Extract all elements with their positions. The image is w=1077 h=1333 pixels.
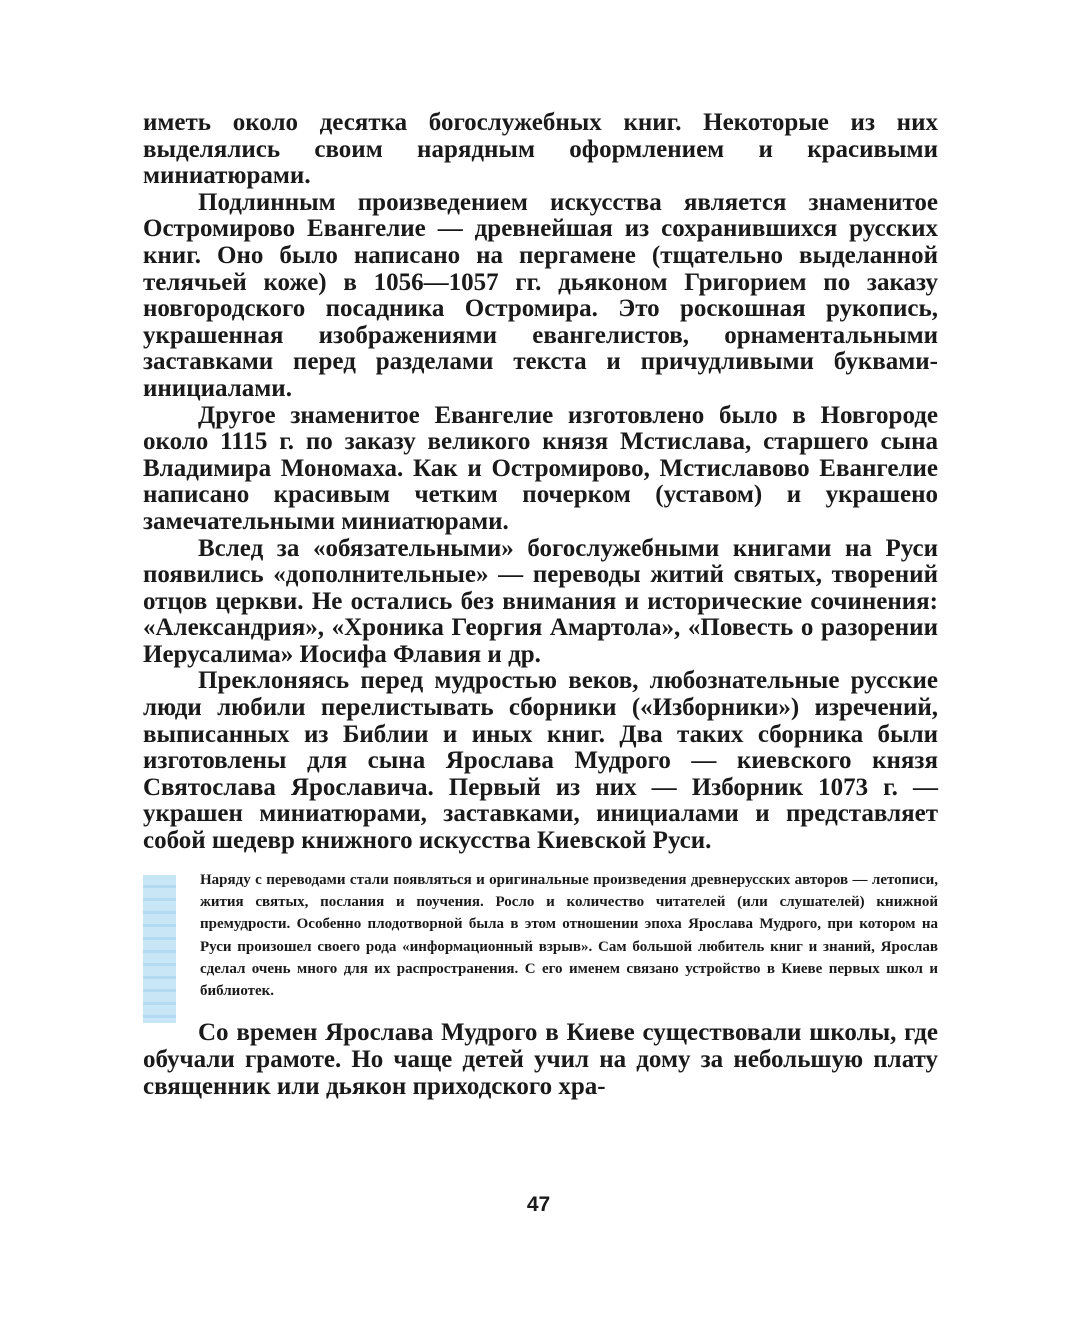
paragraph-schools: Со времен Ярослава Мудрого в Киеве существовали школы, где обучали грамоте. Но чаще детей учил на дому за небольшую плату священник или дьякон приходского хра- — [143, 1019, 938, 1100]
paragraph-2-lead: Подлинным произведением искусства является знаменитое — [198, 188, 938, 216]
page-number: 47 — [526, 1193, 551, 1216]
sidebar-note-text: Наряду с переводами стали появляться и оригинальные произведения древнерусских авторов — летописи, жития святых, послания и поучения. Росло и количество читателей (или слушателей) книжной премудрости. Особенно плодотворной была в этом отношении эпоха Ярослава Мудрого, при котором на Руси произошел своего рода «информационный взрыв». Сам большой любитель книг и знаний, Ярослав сделал очень много для их распространения. С его именем связано устройство в Киеве первых школ и библиотек. — [200, 871, 938, 1000]
paragraph-izborniki: Преклоняясь перед мудростью веков, любознательные русские люди любили перелистывать сборники («Изборники») изречений, выписанных из Библии и иных книг. Два таких сборника были изготовлены для сына Ярослава Мудрого — киевского князя Святослава Ярославича. Первый из них — Изборник 1073 г. — украшен миниатюрами, заставками, инициалами и представляет собой шедевр книжного искусства Киевской Руси. — [143, 667, 938, 855]
page-body — [143, 110, 938, 1100]
term-ostromir-gospel: Остромирово Евангелие — [143, 215, 426, 243]
sidebar-note-marker — [143, 875, 176, 1023]
paragraph-1: иметь около десятка богослужебных книг. Некоторые из них выделялись своим нарядным оформлением и красивыми миниатюрами. — [143, 109, 938, 190]
paragraph-mstislav-gospel: Другое знаменитое Евангелие изготовлено было в Новгороде около 1115 г. по заказу великого князя Мстислава, старшего сына Владимира Мономаха. Как и Остромирово, Мстиславово Евангелие написано красивым четким почерком (уставом) и украшено замечательными миниатюрами. — [143, 401, 938, 535]
paragraph-ostromir-gospel — [143, 190, 938, 403]
paragraph-additional-books: Вслед за «обязательными» богослужебными книгами на Руси появились «дополнительные» — переводы житий святых, творений отцов церкви. Не остались без внимания и исторические сочинения: «Александрия», «Хроника Георгия Амартола», «Повесть о разорении Иерусалима» Иосифа Флавия и др. — [143, 534, 938, 668]
sidebar-note — [143, 869, 938, 1003]
paragraph-2-rest: — древнейшая из сохранившихся русских книг. Оно было написано на пергамене (тщательно выделанной телячьей коже) в 1056—1057 гг. дьяконом Григорием по заказу новгородского посадника Остромира. Это роскошная рукопись, украшенная изображениями евангелистов, орнаментальными заставками перед разделами текста и причудливыми буквами-инициалами. — [143, 215, 938, 402]
